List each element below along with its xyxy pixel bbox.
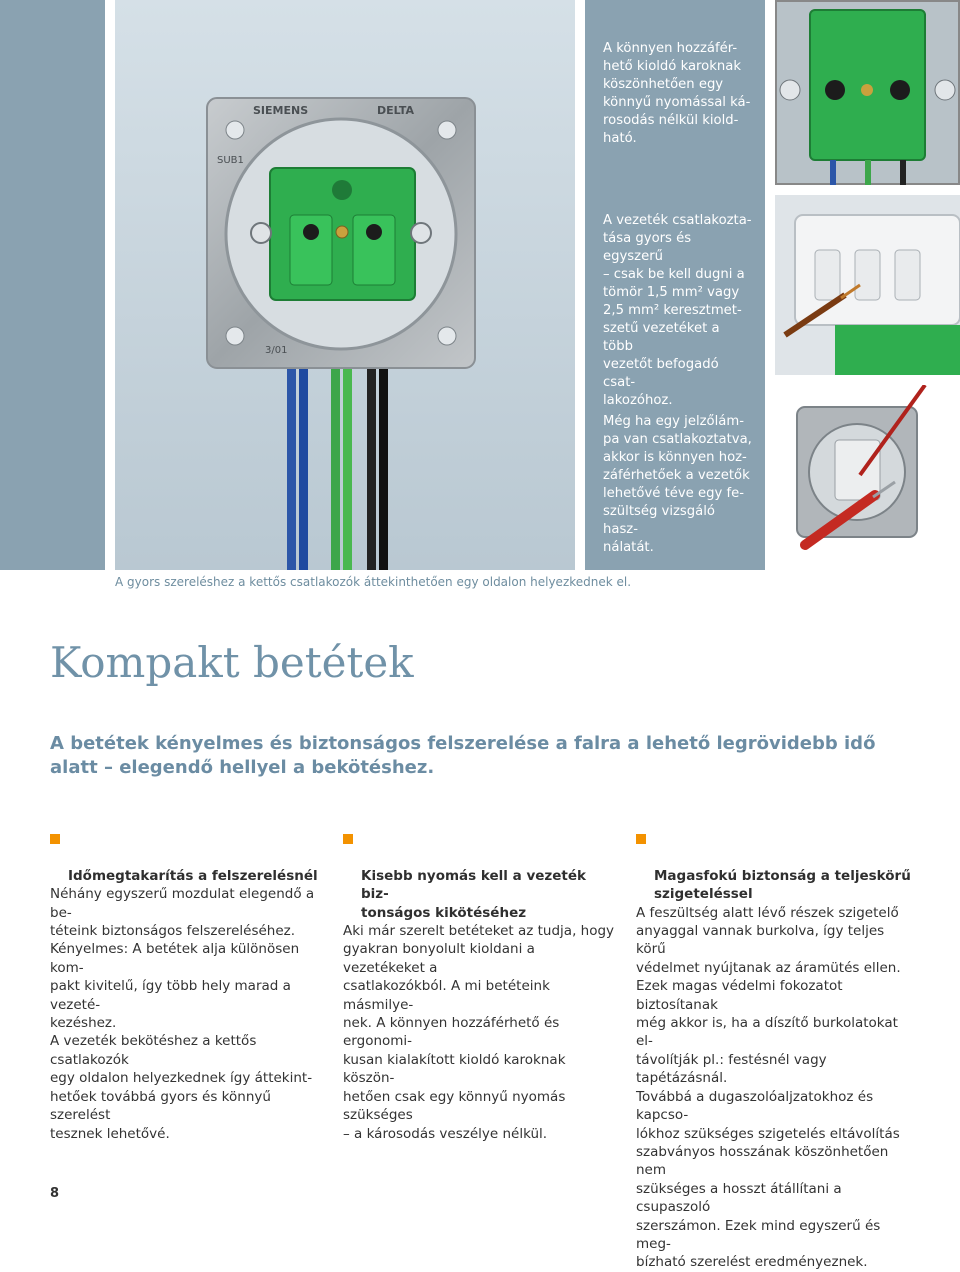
column-title: Időmegtakarítás a felszerelésnél — [50, 830, 325, 885]
callout-release-levers: A könnyen hozzáfér- hető kioldó karoknak köszönhetően egy könnyű nyomással ká- rosodás nélkül kiold- ható. — [603, 41, 751, 146]
column-body: Aki már szerelt betéteket az tudja, hogy gyakran bonyolult kioldani a vezetékeket a csatlakozókból. A mi betéteink másmilye- nek. A könnyen hozzáférhető és ergonomi- kusan kialakított kioldó karoknak köszön- hetően csak egy könnyű nyomás szükséges – a károsodás veszélye nélkül. — [343, 923, 615, 1142]
column-low-pressure — [343, 830, 618, 1143]
orange-bullet-icon — [50, 834, 60, 844]
column-body: Néhány egyszerű mozdulat elegendő a be- téteink biztonságos felszereléséhez. Kényelmes: A betétek alja különösen kom- pakt kivitelű, így több hely marad a vezeté- kezéshez. A vezeték bekötéshez a kettős csatlakozók egy oldalon helyezkednek így áttekint- hetőek továbbá gyors és könnyű szerelést tesznek lehetővé. — [50, 886, 315, 1142]
photo-socket-topview — [775, 0, 960, 185]
code-label: 3/01 — [265, 345, 288, 356]
photo-caption: A gyors szereléshez a kettős csatlakozók áttekinthetően egy oldalon helyezkednek el. — [115, 575, 632, 589]
orange-bullet-icon — [636, 834, 646, 844]
photo-voltage-tester — [775, 385, 960, 570]
column-title: Kisebb nyomás kell a vezeték biz- tonságos kikötéséhez — [343, 830, 618, 922]
brand-label: SIEMENS — [253, 104, 309, 117]
sub-label: SUB1 — [217, 155, 244, 166]
column-title: Magasfokú biztonság a teljeskörű szigeteléssel — [636, 830, 911, 904]
photo-wire-insertion — [775, 195, 960, 375]
callout-indicator-lamp: Még ha egy jelzőlám- pa van csatlakoztatva, akkor is könnyen hoz- záférhetőek a vezetők lehetővé téve egy fe- szültség vizsgáló hasz- nálatát. — [603, 414, 752, 555]
page-number: 8 — [50, 1186, 60, 1201]
left-color-strip — [0, 0, 105, 570]
column-safety — [636, 830, 911, 1272]
column-body: A feszültség alatt lévő részek szigetelő anyaggal vannak burkolva, így teljes körű védelmet nyújtanak az áramütés ellen. Ezek magas védelmi fokozatot biztosítanak még akkor is, ha a díszítő burkolatokat el- távolítják pl.: festésnél vagy tapétázásnál. Továbbá a dugaszolóaljzatokhoz és kapcso- lókhoz szükséges szigetelés eltávolítás szabványos hosszának köszönhetően nem szükséges a hosszt átállítani a csupaszoló szerszámon. Ezek mind egyszerű és meg- bízható szerelést eredményeznek. — [636, 904, 901, 1271]
page-subtitle: A betétek kényelmes és biztonságos felszerelése a falra a lehető legrövidebb idő alatt – elegendő hellyel a bekötéshez. — [50, 733, 876, 778]
orange-bullet-icon — [343, 834, 353, 844]
main-product-photo — [115, 0, 575, 570]
callout-wire-connection: A vezeték csatlakozta- tása gyors és egyszerű – csak be kell dugni a tömör 1,5 mm² vagy 2,5 mm² keresztmet- szetű vezetéket a több vezetőt befogadó csat- lakozóhoz. — [603, 213, 752, 408]
socket-insert-illustration — [115, 0, 575, 570]
page-title: Kompakt betétek — [50, 638, 414, 687]
delta-label: DELTA — [377, 104, 414, 117]
column-time-saving — [50, 830, 325, 1143]
